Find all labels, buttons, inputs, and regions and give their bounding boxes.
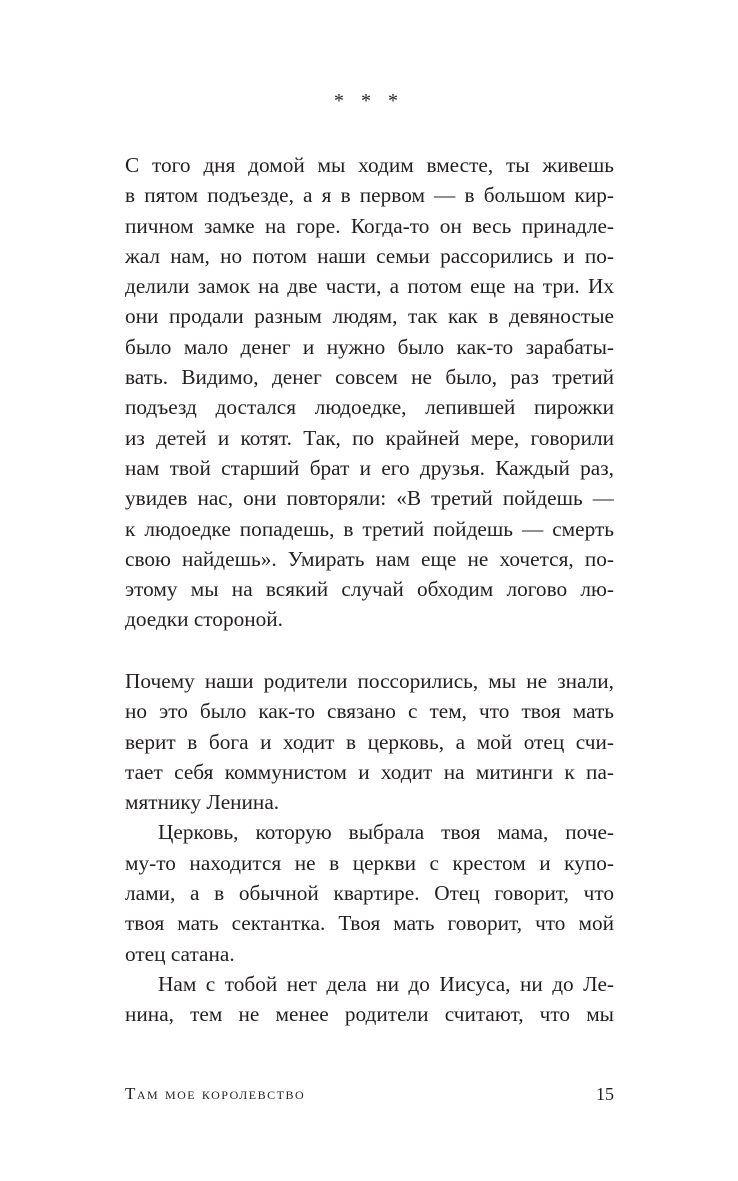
text-line: они продали разным людям, так как в девяностые	[125, 304, 614, 329]
text-line: доедки стороной.	[125, 607, 284, 632]
section-2-text	[125, 666, 614, 1030]
text-line: увидев нас, они повторяли: «В третий пойдешь —	[125, 486, 614, 511]
text-line: твоя мать сектантка. Твоя мать говорит, что мой	[125, 911, 614, 936]
page-number: 15	[596, 1084, 614, 1104]
text-line: Почему наши родители поссорились, мы не знали,	[125, 669, 614, 693]
running-title: Там мое королевство	[125, 1084, 306, 1103]
text-line: в пятом подъезде, а я в первом — в большом кир-	[125, 183, 614, 208]
text-line: тает себя коммунистом и ходит на митинги к па-	[125, 759, 614, 784]
text-line: нина, тем не менее родители считают, что мы	[125, 1002, 614, 1027]
text-line: этому мы на всякий случай обходим логово лю-	[125, 577, 614, 602]
text-line: к людоедке попадешь, в третий пойдешь — смерть	[125, 516, 614, 541]
text-line: Нам с тобой нет дела ни до Иисуса, ни до Ле-	[158, 971, 614, 996]
text-line: Церковь, которую выбрала твоя мама, поче-	[158, 820, 614, 845]
text-line: делили замок на две части, а потом еще на три. Их	[125, 274, 614, 299]
text-line: нам твой старший брат и его друзья. Каждый раз,	[125, 455, 614, 480]
text-line: свою найдешь». Умирать нам еще не хочется, по-	[125, 546, 614, 571]
text-line: вать. Видимо, денег совсем не было, раз третий	[125, 365, 614, 390]
text-line: было мало денег и нужно было как-то зарабаты-	[125, 334, 614, 359]
text-line: но это было как-то связано с тем, что твоя мать	[125, 699, 614, 724]
text-line: му-то находится не в церкви с крестом и купо-	[125, 850, 614, 875]
section-1-text	[125, 150, 614, 635]
text-line: жал нам, но потом наши семьи рассорились и по-	[125, 243, 614, 268]
text-line: верит в бога и ходит в церковь, а мой отец счи-	[125, 729, 614, 754]
text-line: мятнику Ленина.	[125, 790, 280, 815]
text-line: отец сатана.	[125, 941, 235, 966]
section-separator: * * *	[334, 90, 404, 112]
text-line: С того дня домой мы ходим вместе, ты живешь	[125, 153, 614, 177]
text-line: подъезд достался людоедке, лепившей пирожки	[125, 395, 614, 420]
text-line: из детей и котят. Так, по крайней мере, говорили	[125, 425, 614, 450]
text-line: лами, а в обычной квартире. Отец говорит, что	[125, 881, 614, 906]
text-line: пичном замке на горе. Когда-то он весь принадле-	[125, 213, 614, 238]
